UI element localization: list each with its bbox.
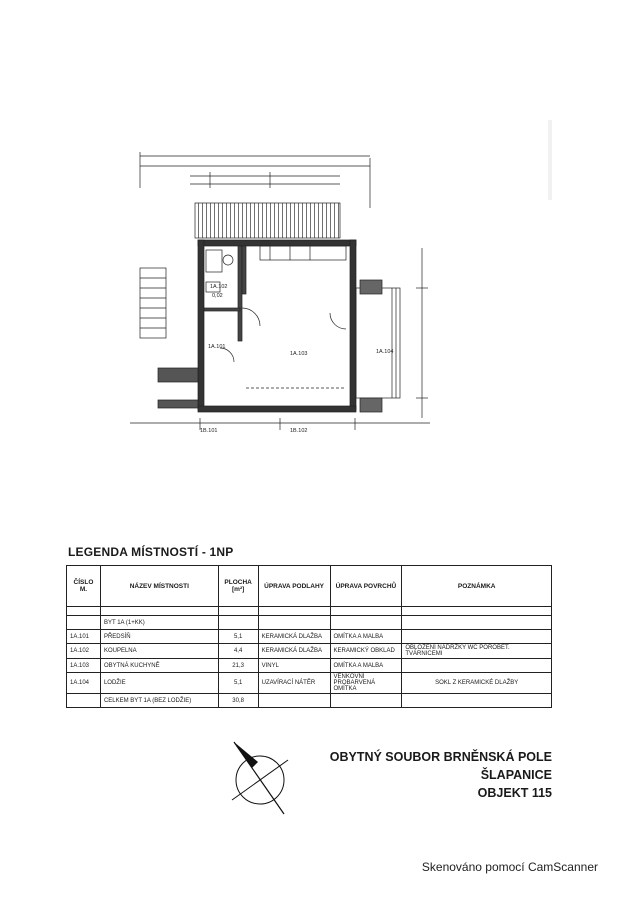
header-room-name: NÁZEV MÍSTNOSTI (100, 566, 218, 607)
table-row (67, 659, 552, 673)
legend-header-row (67, 566, 552, 607)
room-note (402, 630, 552, 644)
project-title-block (330, 748, 552, 802)
project-location: ŠLAPANICE (480, 768, 552, 782)
header-area: PLOCHA [m²] (218, 566, 258, 607)
table-row (67, 673, 552, 694)
table-spacer-row (67, 607, 552, 616)
room-name: LODŽIE (100, 673, 218, 694)
plan-label-1b101: 1B.101 (200, 428, 218, 434)
scan-edge-artifact (548, 120, 552, 200)
room-legend-table (66, 565, 552, 708)
project-name: OBYTNÝ SOUBOR BRNĚNSKÁ POLE (329, 750, 552, 764)
room-note (402, 659, 552, 673)
room-surface: KERAMICKÝ OBKLAD (330, 644, 402, 659)
room-name: KOUPELNA (100, 644, 218, 659)
room-name: PŘEDSÍŇ (100, 630, 218, 644)
total-area: 30,8 (218, 694, 258, 708)
room-surface: OMÍTKA A MALBA (330, 630, 402, 644)
room-floor: UZAVÍRACÍ NÁTĚR (258, 673, 330, 694)
legend-title: LEGENDA MÍSTNOSTÍ - 1NP (68, 545, 234, 559)
room-floor: KERAMICKÁ DLAŽBA (258, 644, 330, 659)
table-row (67, 630, 552, 644)
project-object: OBJEKT 115 (477, 786, 552, 800)
room-area: 21,3 (218, 659, 258, 673)
plan-label-1a103: 1A.103 (290, 351, 308, 357)
scanner-footer: Skenováno pomocí CamScanner (421, 860, 598, 874)
plan-label-1a101: 1A.101 (208, 344, 226, 350)
header-note: POZNÁMKA (402, 566, 552, 607)
room-floor: KERAMICKÁ DLAŽBA (258, 630, 330, 644)
total-row (67, 694, 552, 708)
room-surface: VENKOVNÍ PROBARVENÁ OMÍTKA (330, 673, 402, 694)
plan-label-1b102: 1B.102 (290, 428, 308, 434)
room-note: SOKL Z KERAMICKÉ DLAŽBY (402, 673, 552, 694)
table-row (67, 644, 552, 659)
room-note: OBLOŽENÍ NÁDRŽKY WC POROBET. TVÁRNICEMI (402, 644, 552, 659)
room-area: 5,1 (218, 630, 258, 644)
room-number: 1A.103 (67, 659, 101, 673)
room-area: 5,1 (218, 673, 258, 694)
room-floor: VINYL (258, 659, 330, 673)
total-label: CELKEM BYT 1A (BEZ LODŽIE) (100, 694, 218, 708)
plan-label-1a104: 1A.104 (376, 349, 394, 355)
plan-area-1a102: 0,02 (212, 293, 223, 299)
apartment-row (67, 616, 552, 630)
north-arrow-icon (222, 738, 302, 818)
room-surface: OMÍTKA A MALBA (330, 659, 402, 673)
room-number: 1A.102 (67, 644, 101, 659)
room-number: 1A.104 (67, 673, 101, 694)
header-surface: ÚPRAVA POVRCHŮ (330, 566, 402, 607)
header-number: ČÍSLO M. (67, 566, 101, 607)
room-name: OBYTNÁ KUCHYNĚ (100, 659, 218, 673)
header-floor: ÚPRAVA PODLAHY (258, 566, 330, 607)
floor-plan-drawing (130, 148, 440, 438)
apartment-label: BYT 1A (1+KK) (100, 616, 218, 630)
plan-label-1a102: 1A.102 (210, 284, 228, 290)
room-number: 1A.101 (67, 630, 101, 644)
room-area: 4,4 (218, 644, 258, 659)
